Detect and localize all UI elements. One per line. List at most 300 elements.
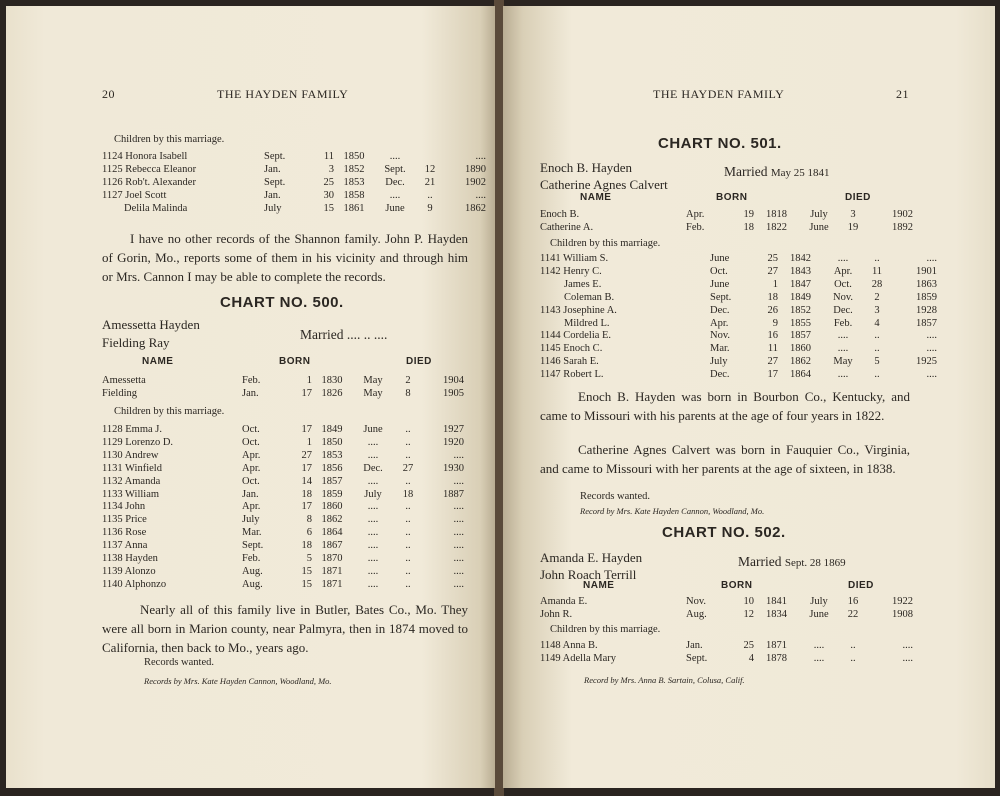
death-day: 4 [874,317,880,329]
person-name: Delila Malinda [124,202,188,214]
death-year: .... [453,501,464,513]
table-row [102,501,464,514]
birth-day: 9 [772,317,778,329]
death-day: 9 [427,202,433,214]
death-year: 1928 [916,304,937,316]
death-day: 5 [874,356,880,368]
birth-year: 1859 [321,488,343,500]
death-day: 8 [405,387,411,399]
right-page [503,6,995,788]
death-day [416,151,444,164]
person-name: Mildred L. [564,317,610,329]
birth-day: 19 [743,209,754,220]
person-name: Amessetta [102,375,146,386]
birth-day: 27 [767,265,778,277]
birth-month: Jan. [242,488,259,500]
death-month: June [809,608,829,620]
death-year: 1930 [443,462,464,474]
page-number: 21 [896,87,909,101]
left-page [6,6,495,788]
person-name: 1136 Rose [102,527,147,539]
records-wanted: Records wanted. [580,491,650,502]
table-row [540,253,937,266]
birth-year: 1852 [790,304,811,316]
table-row [540,292,937,305]
married-label: Married [724,164,768,179]
death-month: .... [367,527,379,539]
death-year: .... [926,253,937,264]
record-credit: Record by Mrs. Anna B. Sartain, Colusa, Calif. [584,675,745,685]
married-date: Married .... .. .... [300,327,388,342]
death-year: 1925 [916,356,937,368]
table-row [540,279,937,292]
birth-month: Aug. [242,578,263,590]
person-name: Coleman B. [564,291,615,303]
birth-month: Apr. [242,501,261,513]
death-month: May [833,356,853,368]
death-month: .... [367,449,379,461]
birth-year: 1842 [790,253,811,264]
death-month: Apr. [833,265,853,277]
death-month: Sept. [384,163,406,175]
birth-day: 12 [743,608,754,620]
person-name: 1144 Cordelia E. [540,330,612,342]
birth-year: 1818 [766,209,787,220]
column-header-name: NAME [583,580,615,591]
birth-day: 14 [301,475,312,487]
table-row [102,553,464,566]
birth-month: Jan. [264,163,281,175]
spouse-name: Amessetta Hayden [102,317,200,332]
record-credit: Record by Mrs. Kate Hayden Cannon, Woodland, Mo. [580,506,765,516]
death-year: 1890 [465,163,486,175]
person-name: 1133 William [102,488,160,500]
birth-day: 17 [301,387,312,399]
table-row [102,527,464,540]
death-year: 1863 [916,278,937,290]
table-row [102,463,464,476]
birth-month: Feb. [686,221,705,233]
table-row [540,356,937,369]
birth-year: 1856 [321,462,343,474]
birth-month: Oct. [242,436,260,448]
table-row [102,203,486,216]
death-year: 1908 [892,608,913,620]
birth-month: Feb. [242,553,261,565]
married-date-value: May 25 1841 [770,167,830,179]
birth-day: 25 [743,640,754,651]
column-header-died: DIED [848,580,874,591]
birth-day: 10 [743,596,754,607]
death-month: Dec. [363,462,383,474]
birth-year: 1849 [321,424,343,435]
death-day: .. [405,578,411,590]
birth-month: Mar. [242,527,262,539]
column-header-name: NAME [580,192,612,203]
record-table [540,253,937,382]
birth-year: 1857 [321,475,343,487]
death-day: 27 [402,462,414,474]
death-month: July [810,596,828,607]
record-table [102,424,464,592]
birth-year: 1830 [321,375,343,386]
table-row [540,305,937,318]
birth-year: 1853 [321,449,343,461]
birth-month: Aug. [686,608,707,620]
death-year: .... [475,189,486,201]
table-row [102,579,464,592]
death-day: .. [405,424,411,435]
death-day: .. [405,553,411,565]
person-name: Fielding [102,387,138,399]
paragraph: Nearly all of this family live in Butler, Bates Co., Mo. They were all born in Marion county, near Palmyra, then in 1874 moved to California, then back to Mo., years ago. [102,602,468,655]
birth-year: 1841 [766,596,787,607]
table-row [540,209,913,222]
death-day: 3 [874,304,880,316]
birth-day: 18 [301,488,312,500]
birth-day: 27 [301,449,312,461]
birth-month: Apr. [242,462,261,474]
death-month: Nov. [832,291,854,303]
death-month: Dec. [833,304,853,316]
birth-month: Sept. [264,176,286,188]
birth-day: 25 [767,253,778,264]
death-month: .... [367,540,379,552]
death-year: 1902 [892,209,913,220]
birth-day: 26 [767,304,778,316]
death-year: 1862 [465,202,486,214]
birth-month: Nov. [710,330,731,342]
column-header-born: BORN [279,356,311,367]
death-month: .... [367,553,379,565]
death-day: 12 [424,163,436,175]
death-year: 1904 [443,375,464,386]
death-day: .. [850,640,856,651]
death-year: 1922 [892,596,913,607]
person-name: 1135 Price [102,514,147,526]
person-name: Amanda E. [540,596,588,607]
birth-day: 15 [301,578,312,590]
birth-day: 18 [301,540,312,552]
death-day: .. [874,343,880,355]
death-year: .... [453,578,464,590]
person-name: 1134 John [102,501,146,513]
person-name: 1130 Andrew [102,449,159,461]
table-row [102,388,464,401]
birth-year: 1847 [790,278,811,290]
birth-month: Oct. [242,475,260,487]
married-date [738,554,846,570]
birth-day: 11 [767,343,778,355]
birth-year: 1871 [321,565,343,577]
table-row [540,222,913,235]
birth-year: 1852 [343,163,365,175]
death-year: .... [926,343,937,355]
birth-year: 1871 [766,640,787,651]
death-month: Dec. [385,176,405,188]
birth-day: 1 [306,436,312,448]
birth-day: 30 [323,189,334,201]
person-name: 1142 Henry C. [540,265,602,277]
birth-month: Apr. [242,449,261,461]
death-month: .... [813,652,825,664]
married-date [724,164,830,180]
children-label: Children by this marriage. [114,134,225,145]
children-label: Children by this marriage. [550,624,661,635]
birth-day: 4 [748,652,754,664]
birth-month: Oct. [710,265,728,277]
death-day: 21 [424,176,436,188]
birth-year: 1850 [343,151,365,162]
birth-day: 17 [767,369,778,381]
table-row [102,190,486,203]
table-row [540,266,937,279]
person-name: Catherine A. [540,221,594,233]
death-month: .... [813,640,825,651]
birth-year: 1850 [321,436,343,448]
table-row [102,489,464,502]
death-day: .. [427,189,433,201]
death-year: .... [453,565,464,577]
person-name: 1149 Adella Mary [540,652,617,664]
death-year: .... [453,514,464,526]
person-name: 1147 Robert L. [540,369,604,381]
children-label: Children by this marriage. [550,238,661,249]
person-name: 1139 Alonzo [102,565,156,577]
table-row [102,540,464,553]
table-row [102,437,464,450]
person-name: 1127 Joel Scott [102,189,167,201]
birth-month: June [710,278,730,290]
death-year: .... [475,151,486,162]
column-header-died: DIED [406,356,432,367]
death-month: June [385,202,405,214]
death-year: 1859 [916,291,937,303]
death-year: 1902 [465,176,486,188]
spouse-name: John Roach Terrill [540,567,637,582]
death-month: July [810,209,828,220]
table-row [102,177,486,190]
death-year: .... [453,527,464,539]
death-month: .... [837,369,849,381]
birth-year: 1834 [766,608,787,620]
birth-day: 18 [743,221,754,233]
spouse-name: Enoch B. Hayden [540,160,633,175]
birth-year: 1857 [790,330,811,342]
birth-month: Oct. [242,424,260,435]
birth-day: 3 [328,163,334,175]
death-month: June [809,221,829,233]
death-year: .... [902,640,913,651]
paragraph: Enoch B. Hayden was born in Bourbon Co., Kentucky, and came to Missouri with his parents at the age of four years in 1822. [540,389,910,423]
birth-month: June [710,253,730,264]
birth-year: 1843 [790,265,811,277]
page-number: 20 [102,87,115,101]
record-table [102,151,486,216]
death-month: .... [389,151,401,162]
record-table [540,596,913,622]
table-row [540,596,913,609]
birth-year: 1861 [343,202,365,214]
birth-year: 1853 [343,176,365,188]
death-day: .. [850,652,856,664]
birth-year: 1867 [321,540,343,552]
birth-year: 1858 [343,189,365,201]
birth-year: 1864 [321,527,343,539]
death-month: Oct. [834,278,852,290]
birth-day: 15 [323,202,334,214]
birth-day: 25 [323,176,334,188]
birth-day: 16 [767,330,778,342]
married-label: Married [738,554,782,569]
table-row [102,514,464,527]
table-row [102,375,464,388]
table-row [540,640,913,653]
death-day: 11 [871,265,883,277]
person-name: 1143 Josephine A. [540,304,617,316]
birth-year: 1871 [321,578,343,590]
birth-year: 1826 [321,387,343,399]
death-day: .. [405,565,411,577]
birth-day: 5 [306,553,312,565]
birth-year: 1849 [790,291,811,303]
death-month: June [363,424,383,435]
birth-day: 15 [301,565,312,577]
death-month: May [363,387,383,399]
death-year: .... [453,553,464,565]
person-name: 1138 Hayden [102,553,158,565]
birth-month: Apr. [710,317,729,329]
column-header-born: BORN [721,580,753,591]
spouse-name: Catherine Agnes Calvert [540,177,668,192]
birth-day: 11 [323,151,334,162]
death-day: 28 [871,278,883,290]
chart-title: CHART NO. 501. [658,135,782,152]
birth-day: 1 [772,278,778,290]
table-row [102,424,464,437]
death-day: 16 [847,596,859,607]
death-month: .... [367,514,379,526]
death-month: .... [837,330,849,342]
death-day: .. [405,501,411,513]
birth-year: 1860 [321,501,343,513]
table-row [102,450,464,463]
death-year: 1920 [443,436,464,448]
birth-month: Sept. [242,540,264,552]
person-name: 1137 Anna [102,540,148,552]
death-year: .... [902,652,913,664]
death-day: 2 [405,375,411,386]
death-month: .... [367,501,379,513]
death-year: 1887 [443,488,464,500]
person-name: 1126 Rob't. Alexander [102,176,196,188]
birth-day: 8 [306,514,312,526]
paragraph: Catherine Agnes Calvert was born in Fauquier Co., Virginia, and came to Missouri with her parents at the age of sixteen, in 1838. [540,442,910,476]
table-row [540,369,937,382]
birth-month: Sept. [264,151,286,162]
table-row [102,566,464,579]
birth-year: 1870 [321,553,343,565]
person-name: 1124 Honora Isabell [102,151,188,162]
death-year: .... [926,369,937,381]
death-year: 1901 [916,265,937,277]
person-name: 1141 William S. [540,253,609,264]
record-table [540,640,913,666]
column-header-born: BORN [716,192,748,203]
death-year: 1927 [443,424,464,435]
birth-month: July [242,514,260,526]
table-row [102,164,486,177]
death-month: .... [367,436,379,448]
birth-year: 1855 [790,317,811,329]
birth-month: Aug. [242,565,263,577]
column-header-died: DIED [845,192,871,203]
death-day: .. [405,449,411,461]
birth-month: Mar. [710,343,730,355]
person-name: 1131 Winfield [102,462,162,474]
spouse-name: Amanda E. Hayden [540,550,643,565]
person-name: 1128 Emma J. [102,424,162,435]
birth-month: Jan. [264,189,281,201]
birth-month: Dec. [710,304,730,316]
person-name: 1148 Anna B. [540,640,598,651]
person-name: 1145 Enoch C. [540,343,603,355]
chart-title: CHART NO. 500. [220,294,344,311]
table-row [540,330,937,343]
death-month: .... [367,475,379,487]
record-table [540,209,913,235]
birth-day: 17 [301,501,312,513]
person-name: James E. [564,278,602,290]
married-date-value: Sept. 28 1869 [784,557,846,569]
death-month: July [364,488,382,500]
death-month: .... [367,565,379,577]
death-year: .... [453,475,464,487]
birth-day: 6 [306,527,312,539]
birth-month: Sept. [686,652,708,664]
death-day: .. [405,540,411,552]
birth-year: 1860 [790,343,811,355]
death-day: .. [405,527,411,539]
column-header-name: NAME [142,356,174,367]
death-year: 1857 [916,317,937,329]
death-year: 1892 [892,221,913,233]
death-month: .... [837,253,849,264]
death-day: .. [405,475,411,487]
death-day: 22 [847,608,859,620]
birth-year: 1862 [790,356,811,368]
death-day: .. [874,253,880,264]
birth-day: 17 [301,462,312,474]
death-month: May [363,375,383,386]
person-name: 1125 Rebecca Eleanor [102,163,197,175]
person-name: 1129 Lorenzo D. [102,436,174,448]
death-month: Feb. [833,317,853,329]
birth-month: Feb. [242,375,261,386]
birth-year: 1878 [766,652,787,664]
table-row [540,609,913,622]
death-year: 1905 [443,387,464,399]
death-day: 3 [850,209,856,220]
birth-year: 1822 [766,221,787,233]
table-row [102,476,464,489]
table-row [540,343,937,356]
birth-month: Apr. [686,209,705,220]
death-day: .. [405,436,411,448]
death-day: .. [874,330,880,342]
birth-month: Jan. [686,640,703,651]
death-day: 19 [847,221,859,233]
